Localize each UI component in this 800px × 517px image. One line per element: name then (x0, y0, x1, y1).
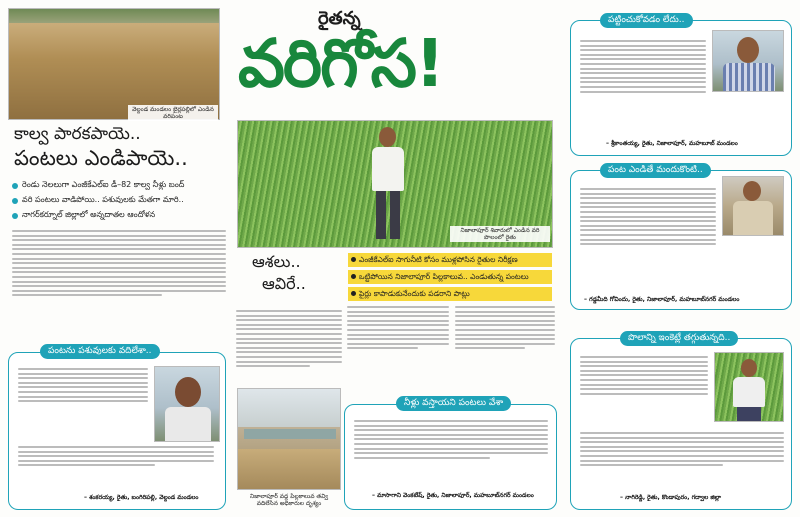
farmer-photo-govindu (722, 176, 784, 236)
headline: వరిగోస! (238, 25, 444, 102)
quote-title-venkatesh: నీళ్లు వస్తాయని పంటలు వేశా (396, 396, 511, 411)
quote-title-nagireddy: పొలాన్ని ఇంకెట్లే తగ్గుతున్నది.. (620, 331, 738, 346)
quote-text-venkatesh (354, 420, 548, 461)
canal-caption: నిజాలాపూర్ వద్ద పిల్లకాలువ తవ్వి వదిలేసిన అధికారుల దృశ్యం (249, 493, 329, 507)
center-bullet-1: ఎంజీకేఎల్ఐ సాగునీటి కోసం ముళ్లపోసిన రైతుల నిరీక్షణ (348, 253, 552, 267)
quote-signature-shankaraiah: – శంకరయ్య, రైతు, బంగిరిపల్లి, వెల్దండ మండలం (84, 494, 199, 501)
left-headline-line2: పంటలు ఎండిపాయె.. (14, 146, 188, 170)
quote-text-nagireddy-cont (580, 432, 784, 469)
dry-field-photo (8, 8, 220, 120)
farmer-portrait-shankaraiah (154, 366, 220, 442)
farmer-portrait-srikanthaiah (712, 30, 784, 92)
center-bullet-3: పైర్లు కాపాడుకునేందుకు పడరాని పాట్లు (348, 287, 552, 301)
left-article-body (12, 230, 226, 299)
quote-signature-srikanthaiah: – శ్రీకాంతయ్య, రైతు, నిజాలాపూర్, మహబూబ్ మండలం (606, 140, 738, 147)
headline-kicker: రైతన్న (318, 8, 361, 29)
canal-photo (237, 388, 341, 490)
quote-text-shankaraiah (18, 368, 148, 405)
quote-signature-govindu: – గడ్డమీది గోవిందు, రైతు, నిజాలాపూర్, మహబూబ్‌నగర్ మండలం (584, 296, 740, 303)
left-headline-line1: కాల్వ పారకపాయె.. (14, 124, 141, 144)
quote-text-govindu (580, 188, 716, 248)
farmer-photo-nagireddy (714, 352, 784, 422)
quote-signature-venkatesh: – మాసాగాని వెంకటేష్, రైతు, నిజాలాపూర్, మహబూబ్‌నగర్ మండలం (372, 492, 534, 499)
center-article-col-1 (236, 310, 342, 370)
quote-title-srikanthaiah: పట్టించుకోవడం లేదు.. (600, 13, 693, 28)
center-bullet-2: ఒట్టిపోయిన నిజాలాపూర్ పిల్లకాలువ.. ఎండుతున్న పంటలు (348, 270, 552, 284)
center-heading-line1: ఆశలు.. (252, 252, 301, 271)
paddy-field-caption: నిజాలాపూర్ శివారులో ఎండిన వరి పొలంలో రైతు (450, 226, 550, 242)
quote-text-shankaraiah-cont (18, 446, 214, 469)
dry-field-caption: వెల్దండ మండలం బైర్లపల్లిలో ఎండిన వరిపంట (128, 105, 218, 121)
center-article-col-2 (347, 306, 449, 352)
quote-signature-nagireddy: – నాగిరెడ్డి, రైతు, కొండాపురం, గద్వాల జిల్లా (620, 494, 722, 501)
quote-text-srikanthaiah (580, 40, 706, 95)
center-article-col-3 (455, 306, 555, 352)
center-heading-line2: ఆవిరే.. (262, 274, 306, 293)
quote-title-govindu: పంట ఎండితే మందుకొంటి.. (600, 163, 711, 178)
quote-text-nagireddy (580, 356, 708, 397)
quote-title-shankaraiah: పంటను పశువులకు వదిలేశా.. (40, 344, 160, 359)
